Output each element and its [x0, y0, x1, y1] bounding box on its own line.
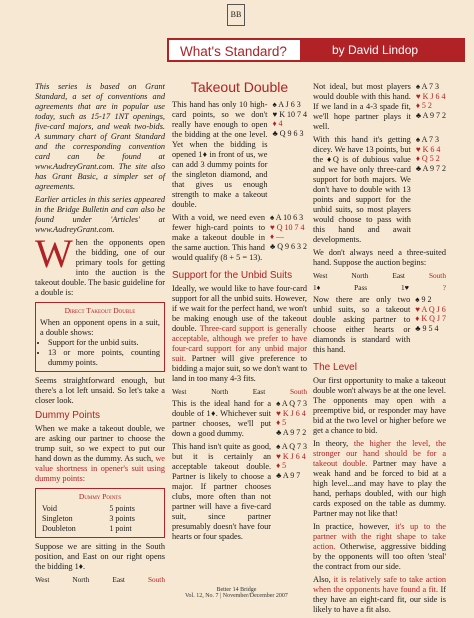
article-title: What's Standard? [180, 44, 287, 59]
bridge-hand: ♠ A 7 3 ♥ K 6 4 ♦ Q 5 2 ♣ A 9 7 2 [415, 135, 446, 173]
list-item: • Support for the unbid suits. [48, 338, 160, 348]
auction-header: West North East South [313, 271, 446, 280]
hand-block [313, 295, 446, 358]
paragraph: Not ideal, but most players would double with this hand. If we land in a 4-3 spade fit, we'll hope partner plays it well. [313, 82, 411, 131]
dummy-points-table [40, 504, 160, 534]
auction-header: West North East South [172, 387, 307, 396]
dummy-points-box [35, 488, 165, 538]
opening-paragraph: When the opponents open the bidding, one of our primary tools for getting into the auction is the takeout double. The basic guideline for a double is: [35, 231, 165, 297]
auction-bids: 1♦ Pass 1♥ ? [313, 283, 446, 292]
title-banner [167, 38, 465, 62]
list-item: • 13 or more points, counting dummy points. [48, 348, 160, 368]
bridge-hand: ♠ A J 6 3 ♥ K 10 7 4 ♦ 4 ♣ Q 9 6 3 [272, 100, 307, 138]
drop-cap: W [35, 231, 73, 276]
paragraph: Suppose we are sitting in the South position, and East on our right opens the bidding 1♦. [35, 542, 165, 571]
page-footer [185, 587, 288, 599]
paragraph: In practice, however, it's up to the partner with the right shape to take action. Otherwise, aggressive bidding by the opponents will too often 'steal' the contract from our side. [313, 522, 446, 571]
hand-block [313, 135, 446, 248]
article-author: by David Lindop [332, 43, 419, 57]
hand-block [172, 442, 307, 545]
hand-block [172, 213, 307, 266]
paragraph: Ideally, we would like to have four-card support for all the unbid suits. However, if we wait for the perfect hand, we won't be making enough use of the takeout double. Three-card support is generally acceptable, although we prefer to have four-card support for any unbid major suit. Partner will give preference to bidding a major suit, so we don't want to land in too many 4-3 fits. [172, 284, 307, 383]
bridge-hand: ♠ A 7 3 ♥ K J 6 4 ♦ 5 2 ♣ A 9 7 2 [415, 82, 446, 120]
hand-block [172, 100, 307, 213]
page-number: 14 [232, 587, 239, 593]
paragraph: Our first opportunity to make a takeout double won't always be at the one level. The opponents may open with a preemptive bid, or responder may have bid at the two level or higher before we get a chance to bid. [313, 376, 446, 435]
footer-masthead: Better 14 Bridge [216, 587, 257, 593]
paragraph: Seems straightforward enough, but there's a lot left unsaid. So let's take a closer look. [35, 376, 165, 405]
heading-dummy-points: Dummy Points [35, 410, 101, 421]
table-row: Doubleton 1 point [42, 524, 132, 533]
paragraph: With this hand it's getting dicey. We have 13 points, but the ♦Q is of dubious value and we have only three-card support for both majors. We don't have to double with 13 points and support for the unbid suits, so most players would choose to pass with this hand and await developments. [313, 135, 411, 244]
box-title: Dummy Points [78, 492, 122, 501]
bridge-hand: ♠ A 10 6 3 ♥ Q 10 7 4 ♦ — ♣ Q 9 6 3 2 [269, 213, 307, 251]
intro-paragraph-2: Earlier articles in this series appeared in the Bridge Bulletin and can also be found under 'Articles' at www.AudreyGrant.com. [35, 195, 165, 234]
table-row: Void 5 points [42, 504, 135, 513]
column-1 [35, 82, 165, 587]
direct-takeout-box [35, 302, 165, 372]
title-box [168, 39, 301, 61]
bridge-hand: ♠ A Q 7 3 ♥ K J 6 4 ♦ 5 ♣ A 9 7 2 [276, 399, 307, 437]
column-2 [172, 79, 307, 545]
bridge-hand: ♠ A Q 7 3 ♥ K J 6 4 ♦ 5 ♣ A 9 7 [276, 442, 307, 480]
paragraph: In theory, the higher the level, the stronger our hand should be for a takeout double. Partner may have a weak hand and be forced to bid at a high level...and may have to play the hand, perhaps doubled, with our high cards exposed on the table as dummy. Partner may not like that! [313, 439, 446, 518]
paragraph: This hand has only 10 high-card points, so we don't really have enough to open the bidding at the one level. Yet when the bidding is opened 1♦ in front of us, we can add 3 dummy points for the singleton diamond, and that gives us enough strength to make a takeout double. [172, 100, 268, 209]
hand-block [313, 82, 446, 135]
heading-level: The Level [313, 362, 357, 373]
paragraph: This is the ideal hand for a double of 1♦. Whichever suit partner chooses, we'll put down a good dummy. [172, 399, 272, 438]
heading-takeout-double: Takeout Double [190, 79, 289, 95]
footer-issue: Vol. 12, No. 7 | November/December 2007 [185, 593, 288, 599]
paragraph: We don't always need a three-suited hand. Suppose the auction begins: [313, 248, 446, 267]
intro-paragraph: This series is based on Grant Standard, a set of conventions and agreements that are in popular use today, such as 15-17 1NT openings, five-card majors, and weak two-bids. A summary chart of Grant Standard and the corresponding convention card can be found at www.AudreyGrant.com. The site also has Grant Basic, a simpler set of agreements. [35, 82, 165, 191]
hand-block [172, 399, 307, 442]
box-title: Direct Takeout Double [64, 306, 136, 315]
column-3 [313, 82, 446, 618]
paragraph: This hand isn't quite as good, but it is certainly an acceptable takeout double. Partner is likely to choose a major. If partner chooses clubs, more often than not partner will have a five-card suit, since partner presumably doesn't have four hearts or four spades. [172, 442, 272, 541]
bridge-hand: ♠ 9 2 ♥ A Q J 6 ♦ K Q J 7 ♣ 9 5 4 [415, 295, 446, 333]
table-row: Singleton 3 points [42, 514, 135, 523]
auction-header: West North East South [35, 575, 165, 584]
paragraph: Now there are only two unbid suits, so a takeout double asking partner to choose either hearts or diamonds is standard with this hand. [313, 295, 411, 354]
paragraph: When we make a takeout double, we are asking our partner to choose the trump suit, so we expect to put our hand down as the dummy. As such, we value shortness in opener's suit using dummy points: [35, 424, 165, 483]
bridge-logo: BB [227, 4, 245, 26]
box-list [40, 338, 160, 368]
box-lead: When an opponent opens in a suit, a double shows: [40, 318, 160, 337]
paragraph: With a void, we need even fewer high-card points to make a takeout double in the same auction. This hand would qualify (8 + 5 = 13). [172, 213, 265, 262]
paragraph: Also, it is relatively safe to take action when the opponents have found a fit. If they have an eight-card fit, our side is likely to have a fit also. [313, 575, 446, 614]
heading-support-unbid: Support for the Unbid Suits [172, 270, 293, 281]
